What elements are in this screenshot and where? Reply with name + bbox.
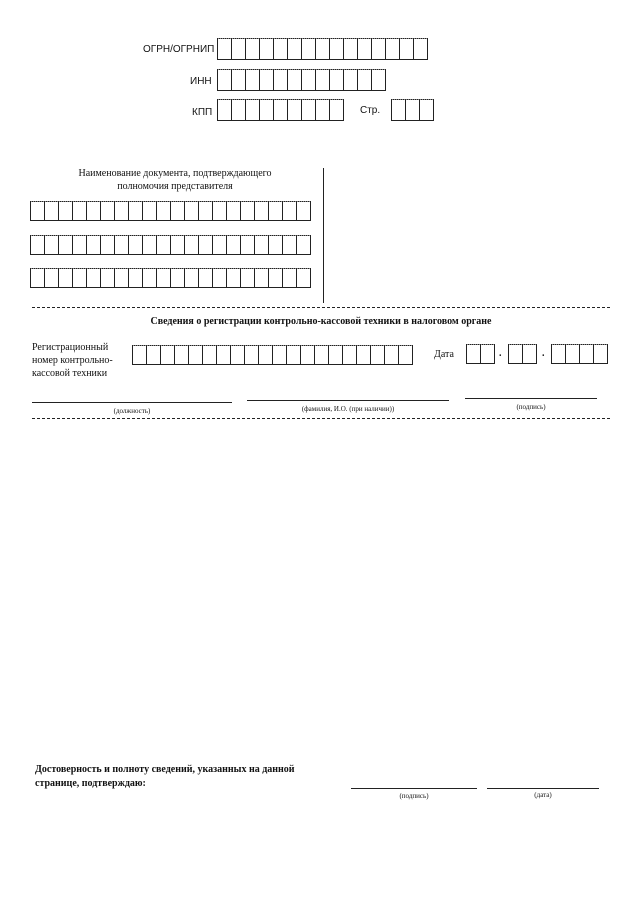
- representative-doc-row-1[interactable]: [30, 201, 311, 221]
- reg-number-label-line3: кассовой техники: [32, 368, 108, 379]
- reg-number-label-line2: номер контрольно-: [32, 355, 113, 366]
- kpp-label: КПП: [192, 107, 213, 118]
- confirmation-text: [35, 763, 295, 791]
- inn-input[interactable]: [217, 69, 386, 91]
- registration-section-title: Сведения о регистрации контрольно-кассовой техники в налоговом органе: [150, 316, 492, 327]
- signature-caption: (подпись): [516, 403, 546, 411]
- representative-doc-title: [40, 167, 310, 193]
- position-line[interactable]: [32, 402, 232, 403]
- position-caption: (должность): [113, 407, 151, 415]
- signature-line[interactable]: [465, 398, 597, 399]
- page-label: Стр.: [360, 105, 381, 116]
- confirmation-text-line2: странице, подтверждаю:: [35, 778, 146, 789]
- date-day-input[interactable]: [466, 344, 495, 364]
- section-top-divider: [32, 307, 610, 308]
- date-separator-2: .: [542, 348, 545, 359]
- section-bottom-divider: [32, 418, 610, 419]
- representative-doc-row-2[interactable]: [30, 235, 311, 255]
- ogrn-label: ОГРН/ОГРНИП: [143, 44, 215, 55]
- representative-doc-title-line1: Наименование документа, подтверждающего: [78, 168, 272, 179]
- kpp-input[interactable]: [217, 99, 344, 121]
- page-number-input[interactable]: [391, 99, 434, 121]
- confirmation-text-line1: Достоверность и полноту сведений, указанных на данной: [35, 764, 295, 775]
- reg-number-input[interactable]: [132, 345, 413, 365]
- confirmation-signature-caption: (подпись): [399, 792, 429, 800]
- date-year-input[interactable]: [551, 344, 608, 364]
- ogrn-input[interactable]: [217, 38, 428, 60]
- inn-label: ИНН: [190, 76, 212, 87]
- date-separator-1: .: [499, 348, 502, 359]
- date-month-input[interactable]: [508, 344, 537, 364]
- confirmation-signature-line[interactable]: [351, 788, 477, 789]
- name-caption: (фамилия, И.О. (при наличии)): [301, 405, 395, 413]
- name-line[interactable]: [247, 400, 449, 401]
- reg-number-label: [32, 341, 113, 380]
- date-label: Дата: [434, 349, 454, 360]
- confirmation-date-line[interactable]: [487, 788, 599, 789]
- block-divider: [323, 168, 324, 303]
- confirmation-date-caption: (дата): [534, 791, 552, 799]
- representative-doc-title-line2: полномочия представителя: [117, 181, 233, 192]
- representative-doc-row-3[interactable]: [30, 268, 311, 288]
- reg-number-label-line1: Регистрационный: [32, 342, 109, 353]
